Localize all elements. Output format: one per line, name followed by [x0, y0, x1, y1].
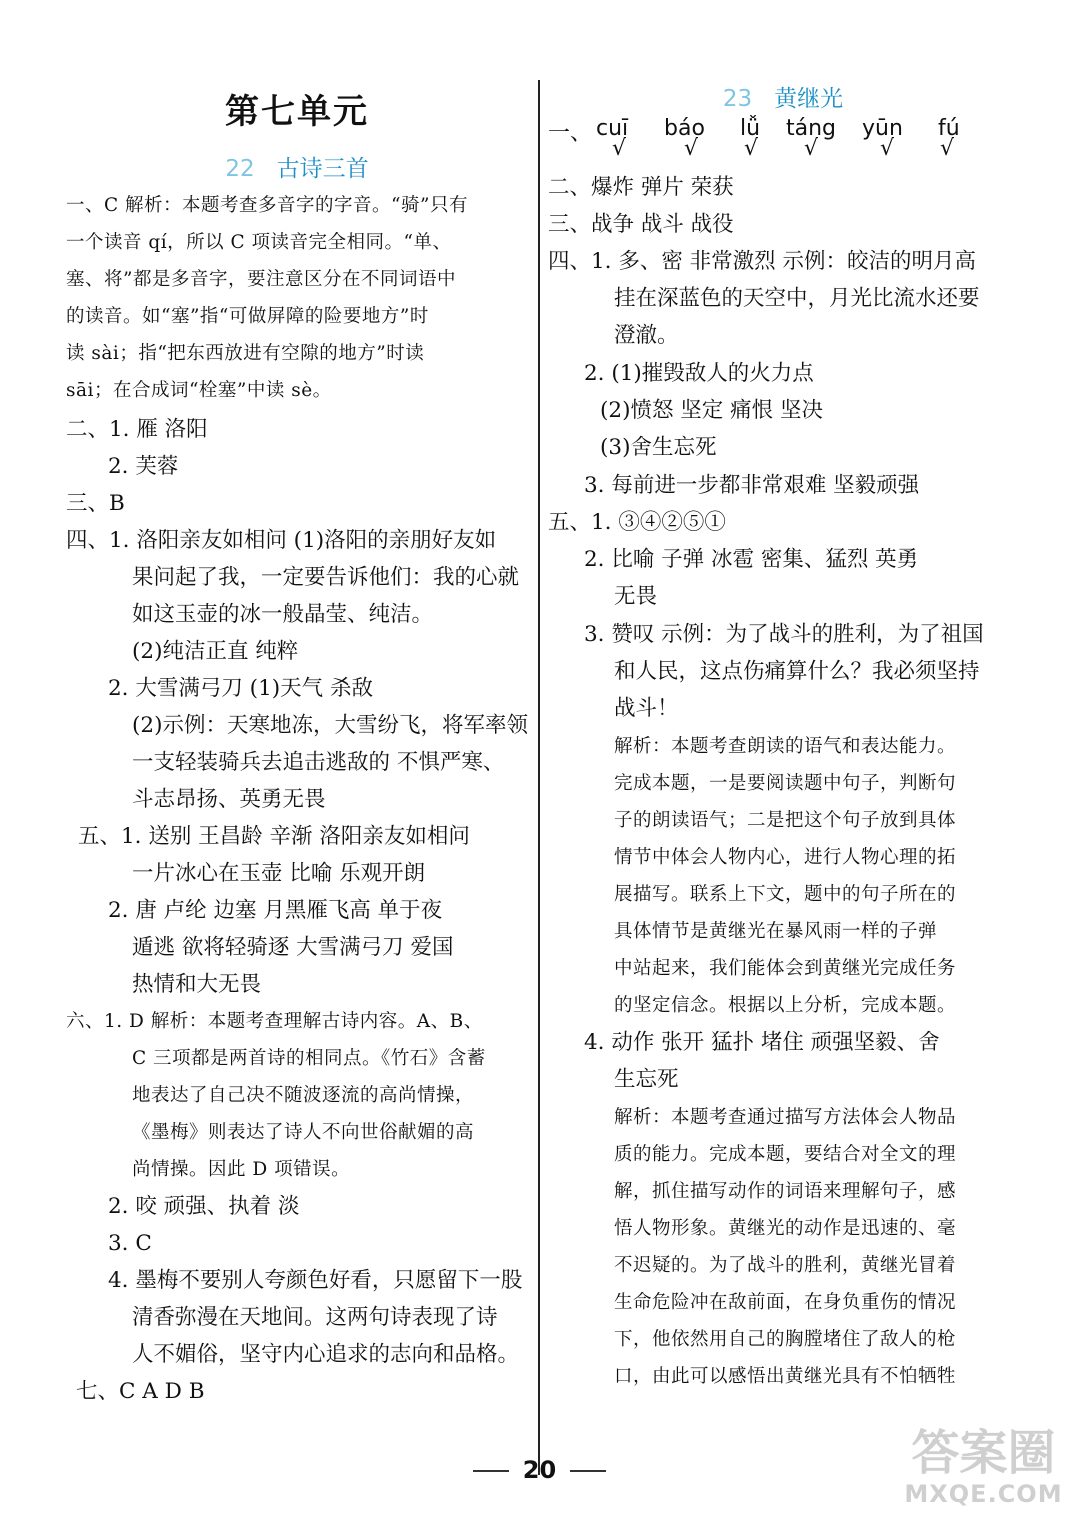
pinyin-prefix: 一、	[548, 121, 593, 146]
answer-line: 中站起来，我们能体会到黄继光完成任务	[614, 958, 957, 979]
answer-line: 斗志昂扬、英勇无畏	[132, 787, 326, 812]
answer-line: 2. 大雪满弓刀 (1)天气 杀敌	[108, 676, 373, 701]
answer-line: 地表达了自己决不随波逐流的高尚情操，	[132, 1085, 475, 1106]
watermark-brand: 答案圈	[911, 1425, 1056, 1481]
answer-line: 4. 墨梅不要别人夸颜色好看，只愿留下一股	[108, 1268, 523, 1293]
check-mark-icon: √	[880, 136, 895, 161]
answer-line: 和人民，这点伤痛算什么？我必须坚持	[614, 659, 980, 684]
answer-line: 一、C 解析：本题考查多音字的字音。“骑”只有	[66, 195, 468, 216]
answer-line: 三、B	[66, 491, 125, 516]
check-mark-icon: √	[940, 136, 955, 161]
answer-line: 3. C	[108, 1231, 152, 1256]
answer-line: 《墨梅》则表达了诗人不向世俗献媚的高	[132, 1122, 475, 1143]
answer-line: 澄澈。	[614, 323, 679, 348]
page-number-dash-right	[570, 1470, 606, 1472]
pinyin-syllable: yūn	[862, 116, 903, 141]
answer-line: (3)舍生忘死	[600, 435, 717, 460]
answer-line: 2. 比喻 子弹 冰雹 密集、猛烈 英勇	[584, 547, 919, 572]
answer-line: 质的能力。完成本题，要结合对全文的理	[614, 1144, 957, 1165]
check-mark-icon: √	[804, 136, 819, 161]
lesson-23-title	[548, 80, 1018, 113]
check-mark-icon: √	[744, 136, 759, 161]
answer-line: 的坚定信念。根据以上分析，完成本题。	[614, 995, 957, 1016]
lesson-23-name: 黄继光	[774, 86, 844, 112]
answer-line: 热情和大无畏	[132, 972, 262, 997]
answer-line: 战斗！	[614, 696, 679, 721]
lesson-23-number: 23	[722, 86, 753, 112]
answer-line: 果问起了我，一定要告诉他们：我的心就	[132, 565, 520, 590]
answer-line: 一个读音 qí，所以 C 项读音完全相同。“单、	[66, 232, 452, 253]
unit-title: 第七单元	[225, 92, 369, 132]
answer-line: 人不媚俗，坚守内心追求的志向和品格。	[132, 1342, 520, 1367]
watermark-domain: MXQE.COM	[904, 1480, 1063, 1508]
answer-line: 五、1. ③④②⑤①	[548, 510, 726, 535]
answer-line: 情节中体会人物内心，进行人物心理的拓	[614, 847, 957, 868]
answer-line: 六、1. D 解析：本题考查理解古诗内容。A、B、	[66, 1011, 483, 1032]
answer-line: 清香弥漫在天地间。这两句诗表现了诗	[132, 1305, 498, 1330]
answer-line: 子的朗读语气；二是把这个句子放到具体	[614, 810, 957, 831]
answer-line: 四、1. 洛阳亲友如相问 (1)洛阳的亲朋好友如	[66, 528, 497, 553]
pinyin-syllable: fú	[938, 116, 960, 141]
answer-line: 4. 动作 张开 猛扑 堵住 顽强坚毅、舍	[584, 1030, 940, 1055]
answer-line: 一支轻装骑兵去追击逃敌的 不惧严寒、	[132, 750, 505, 775]
answer-line: 口，由此可以感悟出黄继光具有不怕牺牲	[614, 1366, 957, 1387]
answer-line: 2. 芙蓉	[108, 454, 179, 479]
answer-line: 悟人物形象。黄继光的动作是迅速的、毫	[614, 1218, 957, 1239]
answer-line: 的读音。如“塞”指“可做屏障的险要地方”时	[66, 306, 429, 327]
check-mark-icon: √	[612, 136, 627, 161]
answer-line: 展描写。联系上下文，题中的句子所在的	[614, 884, 957, 905]
pinyin-syllable: táng	[786, 116, 837, 141]
answer-line: 四、1. 多、密 非常激烈 示例：皎洁的明月高	[548, 249, 977, 274]
check-mark-icon: √	[684, 136, 699, 161]
answer-line: 生命危险冲在敌前面，在身负重伤的情况	[614, 1292, 957, 1313]
lesson-22-number: 22	[225, 156, 255, 182]
answer-line: 七、C A D B	[76, 1379, 205, 1404]
answer-line: 3. 赞叹 示例：为了战斗的胜利，为了祖国	[584, 622, 984, 647]
answer-line: 解，抓住描写动作的词语来理解句子，感	[614, 1181, 957, 1202]
answer-line: 解析：本题考查朗读的语气和表达能力。	[614, 736, 957, 757]
answer-line: 无畏	[614, 584, 658, 609]
lesson-22-title	[62, 150, 532, 183]
answer-line: 塞、将”都是多音字，要注意区分在不同词语中	[66, 269, 456, 290]
answer-line: 尚情操。因此 D 项错误。	[132, 1159, 351, 1180]
answer-line: 如这玉壶的冰一般晶莹、纯洁。	[132, 602, 434, 627]
answer-line: C 三项都是两首诗的相同点。《竹石》含蓄	[132, 1048, 486, 1069]
answer-line: 3. 每前进一步都非常艰难 坚毅顽强	[584, 473, 920, 498]
answer-line: 2. (1)摧毁敌人的火力点	[584, 361, 814, 386]
answer-line: (2)愤怒 坚定 痛恨 坚决	[600, 398, 823, 423]
lesson-22-name: 古诗三首	[276, 156, 369, 182]
answer-line: 具体情节是黄继光在暴风雨一样的子弹	[614, 921, 938, 942]
pinyin-syllable: cuī	[596, 116, 629, 141]
answer-line: 完成本题，一是要阅读题中句子，判断句	[614, 773, 957, 794]
answer-line: 挂在深蓝色的天空中，月光比流水还要	[614, 286, 980, 311]
answer-line: 五、1. 送别 王昌龄 辛渐 洛阳亲友如相问	[78, 824, 470, 849]
answer-line: 遁逃 欲将轻骑逐 大雪满弓刀 爱国	[132, 935, 454, 960]
answer-line: 不迟疑的。为了战斗的胜利，黄继光冒着	[614, 1255, 957, 1276]
answer-line: 生忘死	[614, 1067, 679, 1092]
answer-line: (2)纯洁正直 纯粹	[132, 639, 299, 664]
answer-line: 2. 唐 卢纶 边塞 月黑雁飞高 单于夜	[108, 898, 443, 923]
pinyin-syllable: báo	[664, 116, 705, 141]
answer-line: (2)示例：天寒地冻，大雪纷飞，将军率领	[132, 713, 528, 738]
answer-line: 读 sài；指“把东西放进有空隙的地方”时读	[66, 343, 425, 364]
answer-line: 下，他依然用自己的胸膛堵住了敌人的枪	[614, 1329, 957, 1350]
column-divider	[538, 80, 540, 1475]
answer-line: 2. 咬 顽强、执着 淡	[108, 1194, 300, 1219]
answer-line: 三、战争 战斗 战役	[548, 212, 734, 237]
page-number-dash-left	[473, 1470, 509, 1472]
answer-line: 一片冰心在玉壶 比喻 乐观开朗	[132, 861, 426, 886]
answer-line: 解析：本题考查通过描写方法体会人物品	[614, 1107, 957, 1128]
answer-line: 二、爆炸 弹片 荣获	[548, 175, 734, 200]
answer-line: 二、1. 雁 洛阳	[66, 417, 208, 442]
answer-line: sāi；在合成词“栓塞”中读 sè。	[66, 380, 332, 401]
page-number-text: 20	[522, 1456, 557, 1484]
pinyin-syllable: lǚ	[740, 116, 761, 141]
watermark-logo	[896, 1414, 1071, 1524]
